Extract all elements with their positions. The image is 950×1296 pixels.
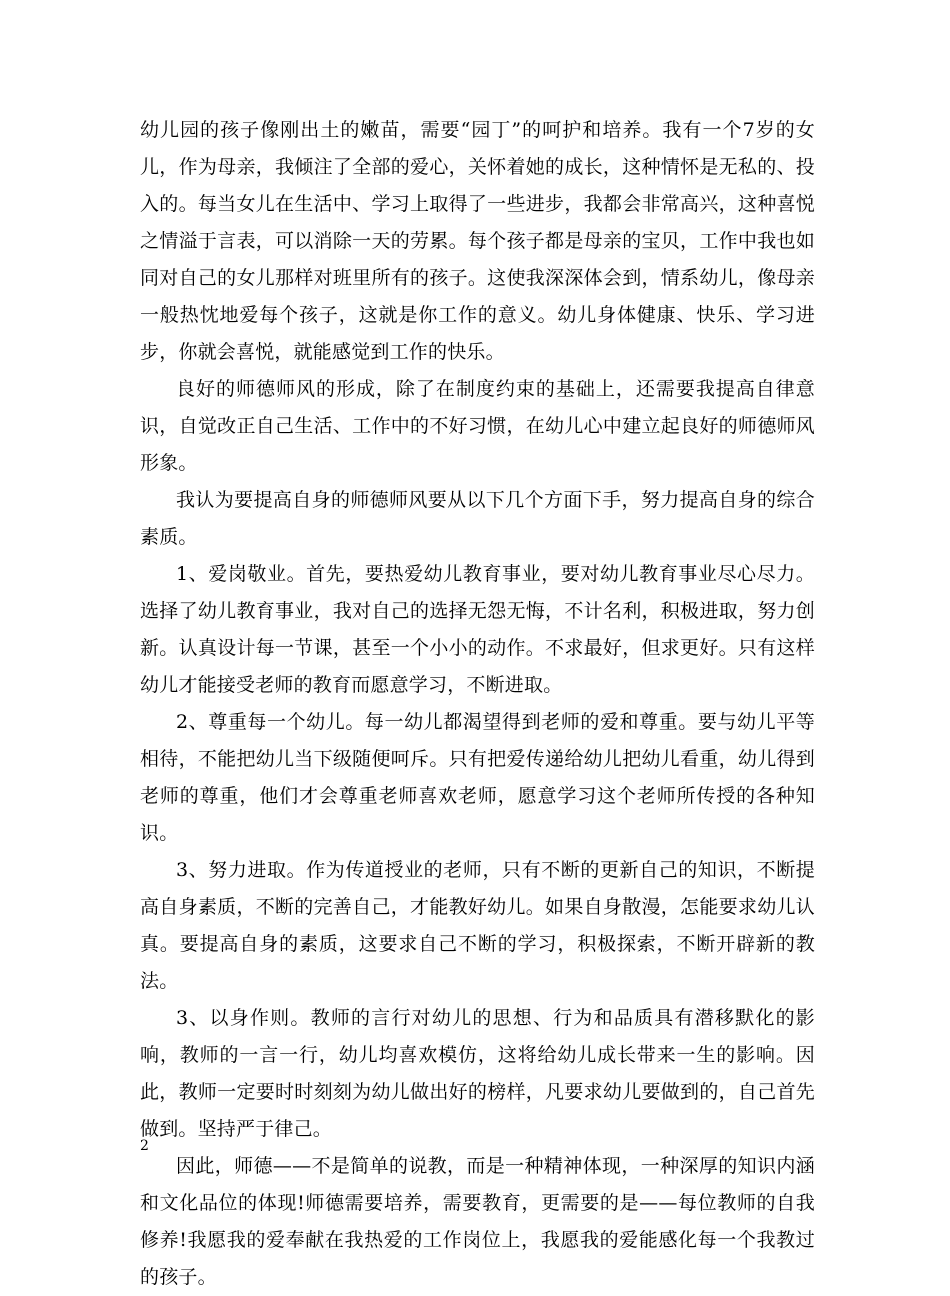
paragraph-5: 2、尊重每一个幼儿。每一幼儿都渴望得到老师的爱和尊重。要与幼儿平等相待，不能把幼儿当下级随便呵斥。只有把爱传递给幼儿把幼儿看重，幼儿得到老师的尊重，他们才会尊重老师喜欢老师，愿意学习这个老师所传授的各种知识。 (140, 711, 815, 844)
paragraph-2: 良好的师德师风的形成，除了在制度约束的基础上，还需要我提高自律意识，自觉改正自己生活、工作中的不好习惯，在幼儿心中建立起良好的师德师风形象。 (140, 378, 815, 474)
page-number: 2 (140, 1138, 149, 1154)
paragraph-7: 3、以身作则。教师的言行对幼儿的思想、行为和品质具有潜移默化的影响，教师的一言一行，幼儿均喜欢模仿，这将给幼儿成长带来一生的影响。因此，教师一定要时时刻刻为幼儿做出好的榜样，凡要求幼儿要做到的，自己首先做到。坚持严于律己。 (140, 1007, 815, 1140)
document-body (140, 112, 815, 1296)
paragraph-4: 1、爱岗敬业。首先，要热爱幼儿教育事业，要对幼儿教育事业尽心尽力。选择了幼儿教育事业，我对自己的选择无怨无悔，不计名利，积极进取，努力创新。认真设计每一节课，甚至一个小小的动作。不求最好，但求更好。只有这样幼儿才能接受老师的教育而愿意学习，不断进取。 (140, 563, 815, 696)
paragraph-6: 3、努力进取。作为传道授业的老师，只有不断的更新自己的知识，不断提高自身素质，不断的完善自己，才能教好幼儿。如果自身散漫，怎能要求幼儿认真。要提高自身的素质，这要求自己不断的学习，积极探索，不断开辟新的教法。 (140, 859, 815, 992)
paragraph-3: 我认为要提高自身的师德师风要从以下几个方面下手，努力提高自身的综合素质。 (140, 489, 815, 548)
paragraph-1: 幼儿园的孩子像刚出土的嫩苗，需要“园丁”的呵护和培养。我有一个7岁的女儿，作为母亲，我倾注了全部的爱心，关怀着她的成长，这种情怀是无私的、投入的。每当女儿在生活中、学习上取得了一些进步，我都会非常高兴，这种喜悦之情溢于言表，可以消除一天的劳累。每个孩子都是母亲的宝贝，工作中我也如同对自己的女儿那样对班里所有的孩子。这使我深深体会到，情系幼儿，像母亲一般热忱地爱每个孩子，这就是你工作的意义。幼儿身体健康、快乐、学习进步，你就会喜悦，就能感觉到工作的快乐。 (140, 119, 815, 363)
paragraph-8: 因此，师德——不是简单的说教，而是一种精神体现，一种深厚的知识内涵和文化品位的体现!师德需要培养，需要教育，更需要的是——每位教师的自我修养!我愿我的爱奉献在我热爱的工作岗位上，我愿我的爱能感化每一个我教过的孩子。 (140, 1155, 815, 1288)
